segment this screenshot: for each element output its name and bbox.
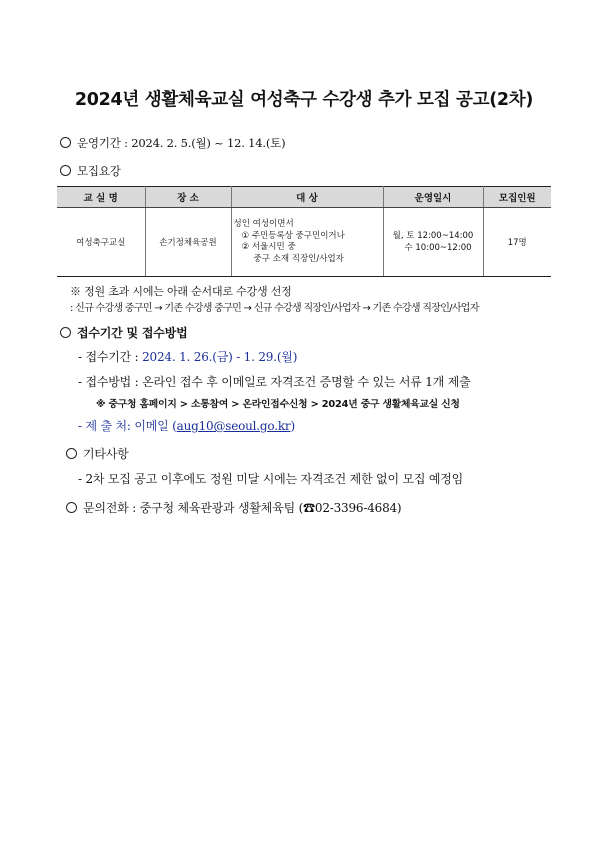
column-header: 장 소	[145, 187, 231, 208]
selection-note: ※ 정원 초과 시에는 아래 순서대로 수강생 선정	[70, 285, 292, 298]
circle-bullet-icon	[60, 165, 71, 176]
recruitment-table	[57, 186, 551, 277]
circle-bullet-icon	[60, 137, 71, 148]
other-text: - 2차 모집 공고 이후에도 정원 미달 시에는 자격조건 제한 없이 모집 예정임	[78, 472, 464, 486]
table-header-row	[57, 187, 551, 208]
submit-to	[78, 417, 295, 434]
column-header: 운영일시	[383, 187, 483, 208]
place-cell: 손기정체육공원	[145, 208, 231, 277]
circle-bullet-icon	[60, 327, 71, 338]
application-method: - 접수방법 : 온라인 접수 후 이메일로 자격조건 증명할 수 있는 서류 1개 제출	[78, 375, 471, 389]
submit-email-link[interactable]: aug10@seoul.go.kr	[176, 419, 291, 433]
operation-period: 운영기간 : 2024. 2. 5.(월) ~ 12. 14.(토)	[60, 135, 285, 151]
target-line: ① 주민등록상 중구민이거나	[241, 230, 345, 241]
column-header: 교 실 명	[57, 187, 145, 208]
contact-label: 문의전화	[83, 501, 129, 515]
application-heading	[60, 324, 187, 341]
column-header: 모집인원	[483, 187, 551, 208]
submit-close: )	[290, 419, 295, 433]
target-line: 성인 여성이면서	[233, 219, 294, 229]
period-label: - 접수기간 :	[78, 350, 139, 364]
requirements-heading	[60, 163, 121, 179]
application-period	[78, 348, 297, 365]
target-line: 중구 소재 직장인/사업자	[253, 253, 344, 264]
count-cell: 17명	[483, 208, 551, 277]
contact-value: 중구청 체육관광과 생활체육팀 (☎02-3396-4684)	[139, 501, 402, 515]
column-header: 대 상	[231, 187, 383, 208]
schedule-line: 월, 토 12:00~14:00	[392, 231, 474, 241]
target-cell	[231, 208, 383, 277]
operation-value: 2024. 2. 5.(월) ~ 12. 14.(토)	[131, 136, 286, 150]
other-heading	[66, 445, 129, 462]
circle-bullet-icon	[66, 448, 77, 459]
circle-bullet-icon	[66, 502, 77, 513]
contact-line: 문의전화 : 중구청 체육관광과 생활체육팀 (☎02-3396-4684)	[66, 499, 401, 516]
period-value: 2024. 1. 26.(금) - 1. 29.(월)	[142, 350, 298, 364]
class-name-cell: 여성축구교실	[57, 208, 145, 277]
schedule-cell	[383, 208, 483, 277]
other-heading-text: 기타사항	[83, 447, 129, 461]
selection-order: : 신규 수강생 중구민 → 기존 수강생 중구민 → 신규 수강생 직장인/사업자 → 기존 수강생 직장인/사업자	[70, 303, 479, 314]
target-line: ② 서울시민 중	[241, 242, 296, 252]
application-heading-text: 접수기간 및 접수방법	[77, 326, 188, 340]
requirements-heading-text: 모집요강	[77, 164, 121, 178]
page-title: 2024년 생활체육교실 여성축구 수강생 추가 모집 공고(2차)	[74, 90, 534, 110]
application-path: ※ 중구청 홈페이지 > 소통참여 > 온라인접수신청 > 2024년 중구 생활체육교실 신청	[96, 399, 460, 410]
submit-label: - 제 출 처: 이메일 (	[78, 419, 177, 433]
table-row	[57, 208, 551, 277]
operation-label: 운영기간	[77, 136, 121, 150]
schedule-line: 수 10:00~12:00	[404, 243, 472, 253]
